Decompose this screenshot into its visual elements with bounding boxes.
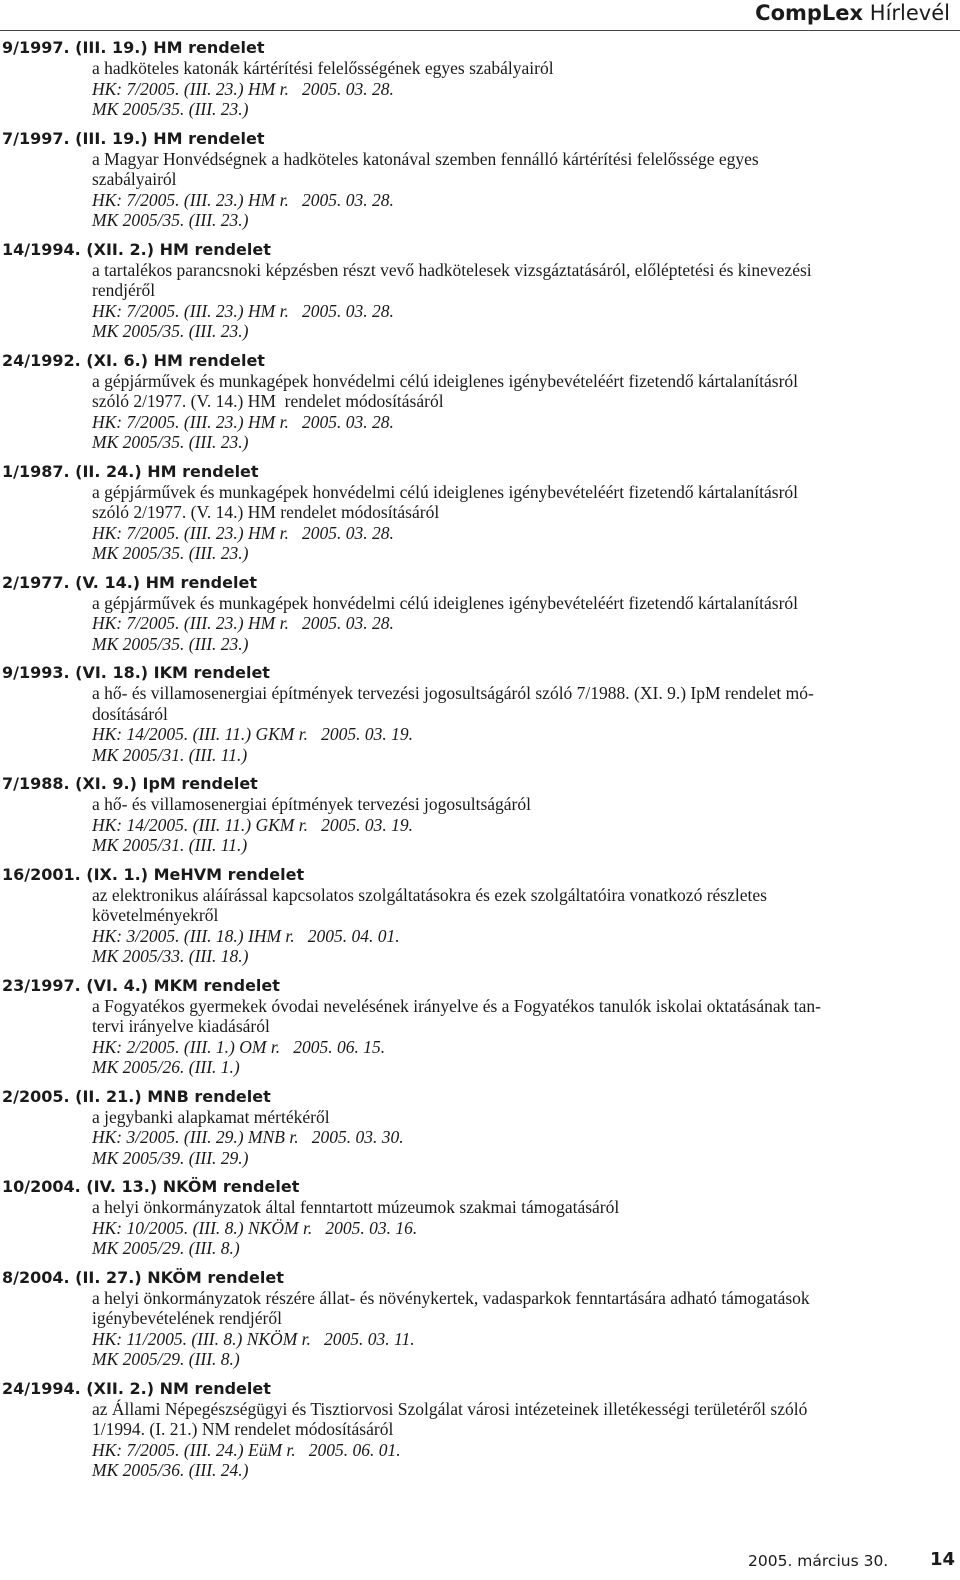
regulation-body xyxy=(92,1107,937,1169)
regulation-body xyxy=(92,260,937,342)
hk-reference: HK: 7/2005. (III. 23.) HM r. 2005. 03. 28. xyxy=(92,300,394,321)
regulation-title: 7/1997. (III. 19.) HM rendelet xyxy=(2,128,265,148)
hk-reference: HK: 11/2005. (III. 8.) NKÖM r. 2005. 03. 11. xyxy=(92,1328,415,1349)
regulation-entry xyxy=(0,774,960,856)
regulation-body xyxy=(92,683,937,765)
brand-name: CompLex xyxy=(755,1,864,25)
mk-reference: MK 2005/29. (III. 8.) xyxy=(92,1238,240,1258)
regulation-description-line: dosításáról xyxy=(92,703,168,724)
regulation-description-line: szabályairól xyxy=(92,169,177,189)
regulation-title: 23/1997. (VI. 4.) MKM rendelet xyxy=(2,975,280,995)
regulation-body xyxy=(92,794,937,856)
regulation-entry xyxy=(0,240,960,342)
mk-reference: MK 2005/31. (III. 11.) xyxy=(92,835,248,855)
regulation-description-line: a gépjárművek és munkagépek honvédelmi célú ideiglenes igénybevételéért fizetendő kártalanításról xyxy=(92,370,799,391)
mk-reference: MK 2005/39. (III. 29.) xyxy=(92,1147,249,1168)
mk-reference: MK 2005/36. (III. 24.) xyxy=(92,1460,249,1480)
regulation-entry xyxy=(0,865,960,967)
regulation-body xyxy=(92,482,937,564)
regulation-body xyxy=(92,1288,937,1370)
regulation-description-line: a helyi önkormányzatok részére állat- és növénykertek, vadasparkok fenntartására adható támogatások xyxy=(92,1287,810,1308)
regulation-title: 7/1988. (XI. 9.) IpM rendelet xyxy=(2,774,258,793)
hk-reference: HK: 7/2005. (III. 24.) EüM r. 2005. 06. 01. xyxy=(92,1439,401,1460)
regulation-description-line: a hő- és villamosenergiai építmények tervezési jogosultságáról xyxy=(92,794,531,814)
regulation-description-line: a Magyar Honvédségnek a hadköteles katonával szemben fennálló kártérítési felelőssége egyes xyxy=(92,148,759,169)
hk-reference: HK: 7/2005. (III. 23.) HM r. 2005. 03. 28. xyxy=(92,613,394,633)
hk-reference: HK: 7/2005. (III. 23.) HM r. 2005. 03. 28. xyxy=(92,189,394,210)
regulation-description-line: a gépjárművek és munkagépek honvédelmi célú ideiglenes igénybevételéért fizetendő kártalanításról xyxy=(92,592,799,613)
regulation-body xyxy=(92,149,937,231)
regulation-title: 24/1992. (XI. 6.) HM rendelet xyxy=(2,350,265,370)
regulation-entry xyxy=(0,462,960,564)
regulation-list xyxy=(0,38,960,1490)
mk-reference: MK 2005/35. (III. 23.) xyxy=(92,321,249,341)
mk-reference: MK 2005/35. (III. 23.) xyxy=(92,543,249,563)
mk-reference: MK 2005/35. (III. 23.) xyxy=(92,633,249,654)
regulation-entry xyxy=(0,976,960,1078)
hk-reference: HK: 3/2005. (III. 29.) MNB r. 2005. 03. 30. xyxy=(92,1127,404,1147)
regulation-entry xyxy=(0,1087,960,1169)
mk-reference: MK 2005/35. (III. 23.) xyxy=(92,99,249,119)
issue-date: 2005. március 30. xyxy=(748,1552,889,1570)
hk-reference: HK: 3/2005. (III. 18.) IHM r. 2005. 04. 01. xyxy=(92,925,400,946)
regulation-description-line: a Fogyatékos gyermekek óvodai nevelésének irányelve és a Fogyatékos tanulók iskolai oktatásának tan- xyxy=(92,995,821,1016)
regulation-title: 16/2001. (IX. 1.) MeHVM rendelet xyxy=(2,864,305,884)
mk-reference: MK 2005/26. (III. 1.) xyxy=(92,1057,240,1077)
regulation-title: 10/2004. (IV. 13.) NKÖM rendelet xyxy=(2,1177,300,1196)
regulation-entry xyxy=(0,38,960,120)
hk-reference: HK: 14/2005. (III. 11.) GKM r. 2005. 03. 19. xyxy=(92,724,413,744)
regulation-description-line: a tartalékos parancsnoki képzésben részt vevő hadkötelesek vizsgáztatásáról, előléptetési és kinevezési xyxy=(92,259,812,280)
regulation-title: 2/1977. (V. 14.) HM rendelet xyxy=(2,572,257,592)
regulation-description-line: szóló 2/1977. (V. 14.) HM rendelet módosításáról xyxy=(92,502,440,522)
regulation-description-line: a hadköteles katonák kártérítési felelősségének egyes szabályairól xyxy=(92,58,554,78)
mk-reference: MK 2005/35. (III. 23.) xyxy=(92,210,249,230)
mk-reference: MK 2005/35. (III. 23.) xyxy=(92,432,249,452)
regulation-title: 24/1994. (XII. 2.) NM rendelet xyxy=(2,1378,271,1398)
mk-reference: MK 2005/29. (III. 8.) xyxy=(92,1349,240,1369)
regulation-entry xyxy=(0,351,960,453)
regulation-body xyxy=(92,593,937,655)
regulation-description-line: a jegybanki alapkamat mértékéről xyxy=(92,1106,330,1127)
regulation-entry xyxy=(0,1268,960,1370)
regulation-description-line: követelményekről xyxy=(92,905,219,925)
regulation-description-line: a helyi önkormányzatok által fenntartott múzeumok szakmai támogatásáról xyxy=(92,1197,620,1217)
hk-reference: HK: 10/2005. (III. 8.) NKÖM r. 2005. 03. 16. xyxy=(92,1217,418,1238)
regulation-entry xyxy=(0,663,960,765)
hk-reference: HK: 7/2005. (III. 23.) HM r. 2005. 03. 28. xyxy=(92,411,394,432)
regulation-title: 1/1987. (II. 24.) HM rendelet xyxy=(2,461,259,481)
mk-reference: MK 2005/33. (III. 18.) xyxy=(92,946,249,966)
regulation-description-line: a gépjárművek és munkagépek honvédelmi célú ideiglenes igénybevételéért fizetendő kártalanításról xyxy=(92,481,799,502)
header-rule xyxy=(0,30,960,31)
regulation-body xyxy=(92,58,937,120)
regulation-body xyxy=(92,371,937,453)
regulation-entry xyxy=(0,129,960,231)
page-footer xyxy=(0,1549,960,1571)
regulation-description-line: 1/1994. (I. 21.) NM rendelet módosításáról xyxy=(92,1419,394,1439)
regulation-title: 8/2004. (II. 27.) NKÖM rendelet xyxy=(2,1267,284,1287)
regulation-description-line: az Állami Népegészségügyi és Tisztiorvosi Szolgálat városi intézeteinek illetékességi területéről szóló xyxy=(92,1398,808,1419)
regulation-description-line: tervi irányelve kiadásáról xyxy=(92,1016,270,1036)
regulation-entry xyxy=(0,1379,960,1481)
regulation-body xyxy=(92,885,937,967)
mk-reference: MK 2005/31. (III. 11.) xyxy=(92,744,248,765)
hk-reference: HK: 2/2005. (III. 1.) OM r. 2005. 06. 15. xyxy=(92,1036,386,1057)
regulation-entry xyxy=(0,573,960,655)
regulation-title: 9/1997. (III. 19.) HM rendelet xyxy=(2,38,265,57)
regulation-title: 9/1993. (VI. 18.) IKM rendelet xyxy=(2,663,270,682)
newsletter-title: Hírlevél xyxy=(869,1,950,25)
hk-reference: HK: 7/2005. (III. 23.) HM r. 2005. 03. 28. xyxy=(92,522,394,543)
regulation-description-line: az elektronikus aláírással kapcsolatos szolgáltatásokra és ezek szolgáltatóira vonatkozó részletes xyxy=(92,884,767,905)
page-number: 14 xyxy=(930,1549,956,1570)
newsletter-header xyxy=(755,1,950,25)
regulation-description-line: rendjéről xyxy=(92,280,156,300)
regulation-description-line: a hő- és villamosenergiai építmények tervezési jogosultságáról szóló 7/1988. (XI. 9.) IpM rendelet mó- xyxy=(92,683,814,703)
regulation-title: 14/1994. (XII. 2.) HM rendelet xyxy=(2,239,271,259)
regulation-title: 2/2005. (II. 21.) MNB rendelet xyxy=(2,1086,271,1106)
regulation-body xyxy=(92,1197,937,1259)
regulation-entry xyxy=(0,1177,960,1259)
regulation-description-line: igénybevételének rendjéről xyxy=(92,1308,282,1328)
regulation-description-line: szóló 2/1977. (V. 14.) HM rendelet módosításáról xyxy=(92,391,444,411)
regulation-body xyxy=(92,996,937,1078)
regulation-body xyxy=(92,1399,937,1481)
hk-reference: HK: 14/2005. (III. 11.) GKM r. 2005. 03. 19. xyxy=(92,814,413,835)
hk-reference: HK: 7/2005. (III. 23.) HM r. 2005. 03. 28. xyxy=(92,78,394,99)
